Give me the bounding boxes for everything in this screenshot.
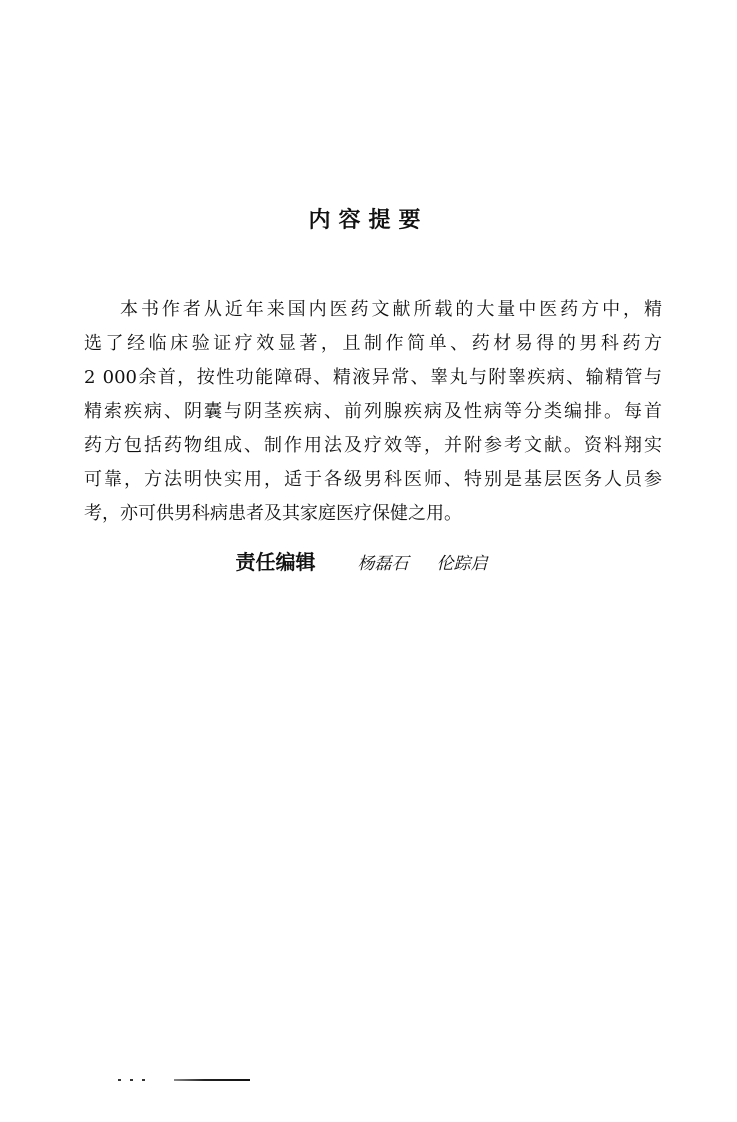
summary-line-5: 药方包括药物组成、制作用法及疗效等，并附参考文献。资料翔实 (84, 435, 662, 456)
editor-role-label: 责任编辑 (235, 550, 316, 574)
summary-line-3: 2 000余首，按性功能障碍、精液异常、睾丸与附睾疾病、输精管与 (84, 367, 662, 388)
summary-line-7: 考，亦可供男科病患者及其家庭医疗保健之用。 (84, 503, 462, 524)
editor-name-1: 杨磊石 (357, 554, 409, 574)
scan-mark-dot (130, 1079, 133, 1081)
summary-paragraph (84, 293, 662, 531)
summary-line-6: 可靠，方法明快实用，适于各级男科医师、特别是基层医务人员参 (84, 469, 662, 490)
footer-scan-rule (118, 1079, 250, 1082)
scan-mark-bar (174, 1079, 250, 1081)
section-heading: 内容提要 (308, 208, 429, 233)
editor-credit (0, 546, 737, 575)
scan-mark-dot (142, 1079, 145, 1081)
scan-mark-dot (118, 1079, 121, 1081)
summary-line-1: 本书作者从近年来国内医药文献所载的大量中医药方中，精 (120, 299, 662, 320)
summary-line-2: 选了经临床验证疗效显著，且制作简单、药材易得的男科药方 (84, 333, 662, 354)
summary-line-4: 精索疾病、阴囊与阴茎疾病、前列腺疾病及性病等分类编排。每首 (84, 401, 662, 422)
editor-name-2: 伦踪启 (436, 554, 488, 574)
